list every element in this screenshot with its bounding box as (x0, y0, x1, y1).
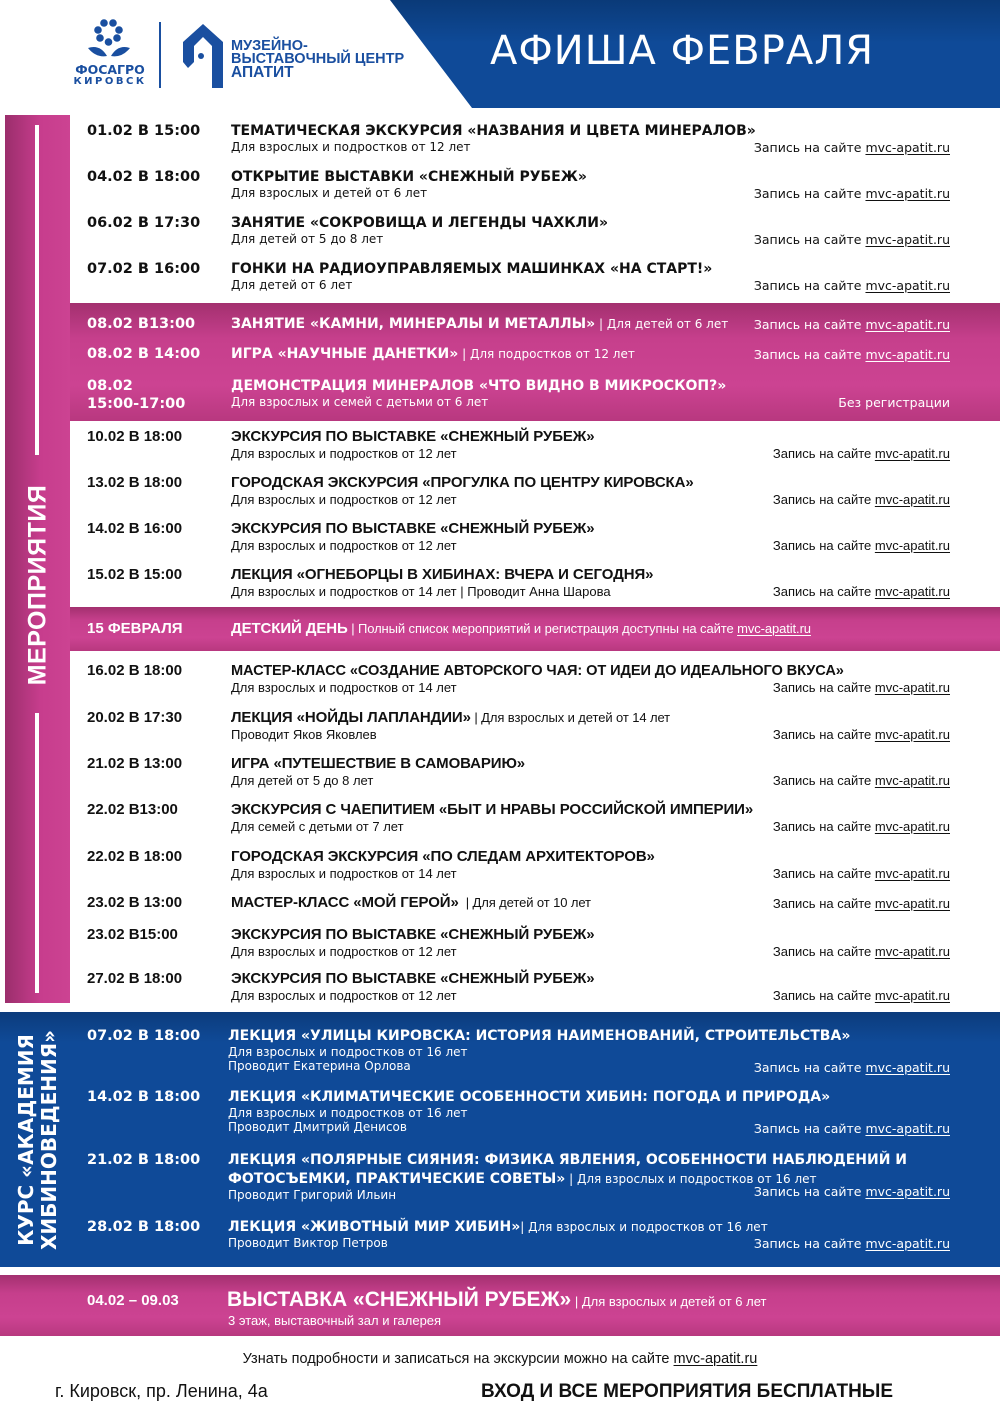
event-title-text: МАСТЕР-КЛАСС «МОЙ ГЕРОЙ» (231, 894, 459, 911)
event-date-day: 08.02 (87, 378, 133, 394)
event-audience: Для взрослых и семей с детьми от 6 лет (231, 395, 489, 409)
event-audience: Для взрослых и подростков от 12 лет (231, 492, 457, 507)
site-link[interactable]: mvc-apatit.ru (865, 1060, 950, 1075)
site-link[interactable]: mvc-apatit.ru (865, 347, 950, 362)
course-section (0, 1012, 1000, 1267)
mvc-logo-line3: АПАТИТ (231, 64, 294, 81)
event-registration (773, 538, 950, 553)
event-registration (773, 446, 950, 461)
site-link[interactable]: mvc-apatit.ru (874, 944, 950, 959)
site-link[interactable]: mvc-apatit.ru (865, 1236, 950, 1251)
event-date: 16.02 В 18:00 (87, 662, 183, 679)
site-link[interactable]: mvc-apatit.ru (874, 584, 950, 599)
event-title: ЭКСКУРСИЯ ПО ВЫСТАВКЕ «СНЕЖНЫЙ РУБЕЖ» (231, 428, 595, 445)
registration-label: Запись на сайте (753, 1060, 866, 1075)
event-audience: Для детей от 5 до 8 лет (231, 773, 374, 788)
event-title: ТЕМАТИЧЕСКАЯ ЭКСКУРСИЯ «НАЗВАНИЯ И ЦВЕТА МИНЕРАЛОВ» (231, 123, 756, 139)
event-registration (773, 896, 950, 911)
event-title (231, 345, 635, 363)
course-section-label (15, 1030, 61, 1250)
kids-day-band (70, 607, 1000, 651)
event-title-text: ЛЕКЦИЯ «НОЙДЫ ЛАПЛАНДИИ» (231, 709, 471, 726)
registration-label: Запись на сайте (772, 727, 875, 742)
event-registration: Без регистрации (838, 395, 950, 410)
registration-label: Запись на сайте (753, 317, 866, 332)
event-title-text: ЛЕКЦИЯ «ЖИВОТНЫЙ МИР ХИБИН» (228, 1219, 521, 1235)
event-date: 04.02 В 18:00 (87, 169, 201, 185)
event-title: ЭКСКУРСИЯ ПО ВЫСТАВКЕ «СНЕЖНЫЙ РУБЕЖ» (231, 520, 595, 537)
registration-label: Запись на сайте (772, 819, 875, 834)
event-registration (773, 727, 950, 742)
event-audience: Для взрослых и подростков от 14 лет (231, 680, 457, 695)
event-registration (754, 278, 950, 293)
event-title: ЭКСКУРСИЯ ПО ВЫСТАВКЕ «СНЕЖНЫЙ РУБЕЖ» (231, 926, 595, 943)
site-link[interactable]: mvc-apatit.ru (865, 232, 950, 247)
event-date: 27.02 В 18:00 (87, 970, 183, 987)
event-audience: Для взрослых и подростков от 14 лет (231, 866, 457, 881)
event-title: ГОНКИ НА РАДИОУПРАВЛЯЕМЫХ МАШИНКАХ «НА СТАРТ!» (231, 261, 713, 277)
footer-info (0, 1351, 1000, 1367)
registration-label: Запись на сайте (772, 680, 875, 695)
house-icon (183, 24, 223, 92)
event-title (228, 1218, 768, 1236)
event-audience: Для детей от 6 лет (231, 278, 353, 292)
event-registration (754, 1060, 950, 1075)
event-audience: Для детей от 5 до 8 лет (231, 232, 384, 246)
flower-icon (60, 18, 160, 62)
registration-label: Запись на сайте (753, 1236, 866, 1251)
event-date: 08.02 В13:00 (87, 316, 196, 332)
event-audience: Для взрослых и детей от 6 лет (231, 186, 428, 200)
event-title (231, 709, 670, 727)
event-title: ЛЕКЦИЯ «КЛИМАТИЧЕСКИЕ ОСОБЕННОСТИ ХИБИН: ПОГОДА И ПРИРОДА» (228, 1089, 831, 1105)
event-title: ИГРА «ПУТЕШЕСТВИЕ В САМОВАРИЮ» (231, 755, 526, 772)
site-link[interactable]: mvc-apatit.ru (874, 446, 950, 461)
event-date: 21.02 В 18:00 (87, 1152, 201, 1168)
event-lecturer: Проводит Григорий Ильин (228, 1188, 397, 1202)
event-audience: Для взрослых и подростков от 12 лет (231, 988, 457, 1003)
registration-label: Запись на сайте (772, 944, 875, 959)
exhibition-date: 04.02 – 09.03 (87, 1292, 179, 1309)
event-audience: Для взрослых и подростков от 12 лет (231, 140, 471, 154)
event-date: 10.02 В 18:00 (87, 428, 183, 445)
site-link[interactable]: mvc-apatit.ru (865, 278, 950, 293)
site-link[interactable]: mvc-apatit.ru (865, 1121, 950, 1136)
event-title-text: ЗАНЯТИЕ «КАМНИ, МИНЕРАЛЫ И МЕТАЛЛЫ» (231, 316, 596, 332)
site-link[interactable]: mvc-apatit.ru (673, 1351, 758, 1367)
event-date: 22.02 В 18:00 (87, 848, 183, 865)
registration-label: Запись на сайте (772, 584, 875, 599)
event-title: ЗАНЯТИЕ «СОКРОВИЩА И ЛЕГЕНДЫ ЧАХКЛИ» (231, 215, 609, 231)
event-date-time: 15:00-17:00 (87, 396, 186, 412)
sidebar-line-bottom (35, 713, 39, 993)
event-title: ДЕМОНСТРАЦИЯ МИНЕРАЛОВ «ЧТО ВИДНО В МИКРОСКОП?» (231, 378, 727, 394)
event-registration (754, 317, 950, 332)
event-title: ЭКСКУРСИЯ С ЧАЕПИТИЕМ «БЫТ И НРАВЫ РОССИЙСКОЙ ИМПЕРИИ» (231, 801, 754, 818)
site-link[interactable]: mvc-apatit.ru (737, 621, 811, 636)
logo-divider (159, 22, 161, 88)
event-audience: | Для взрослых и детей от 14 лет (470, 710, 671, 725)
event-date: 23.02 В15:00 (87, 926, 178, 943)
mvc-logo-line1: МУЗЕЙНО- (231, 38, 308, 54)
site-link[interactable]: mvc-apatit.ru (874, 988, 950, 1003)
kids-day-description: | Полный список мероприятий и регистрация доступны на сайте (347, 621, 738, 636)
site-link[interactable]: mvc-apatit.ru (874, 866, 950, 881)
site-link[interactable]: mvc-apatit.ru (874, 896, 950, 911)
event-audience: | Для детей от 10 лет (458, 895, 591, 910)
event-date: 14.02 В 16:00 (87, 520, 183, 537)
event-audience: | Для детей от 6 лет (595, 317, 729, 331)
registration-label: Запись на сайте (772, 866, 875, 881)
site-link[interactable]: mvc-apatit.ru (865, 317, 950, 332)
event-date: 21.02 В 13:00 (87, 755, 183, 772)
registration-label: Запись на сайте (753, 1184, 866, 1199)
site-link[interactable]: mvc-apatit.ru (874, 773, 950, 788)
registration-label: Запись на сайте (772, 492, 875, 507)
event-registration (773, 944, 950, 959)
site-link[interactable]: mvc-apatit.ru (865, 186, 950, 201)
event-title: ЛЕКЦИЯ «ОГНЕБОРЦЫ В ХИБИНАХ: ВЧЕРА И СЕГОДНЯ» (231, 566, 654, 583)
event-registration (773, 866, 950, 881)
event-lecturer: Проводит Виктор Петров (228, 1236, 388, 1250)
event-registration (773, 492, 950, 507)
site-link[interactable]: mvc-apatit.ru (874, 727, 950, 742)
event-lecturer: Проводит Екатерина Орлова (228, 1059, 411, 1073)
event-audience: Для взрослых и подростков от 16 лет (228, 1045, 468, 1059)
exhibition-band (0, 1275, 1000, 1336)
event-registration (773, 988, 950, 1003)
event-title (231, 620, 811, 638)
event-registration (754, 140, 950, 155)
site-link[interactable]: mvc-apatit.ru (874, 819, 950, 834)
event-audience: Для взрослых и подростков от 14 лет | Проводит Анна Шарова (231, 584, 611, 599)
registration-label: Запись на сайте (772, 446, 875, 461)
footer-info-text: Узнать подробности и записаться на экскурсии можно на сайте (242, 1351, 674, 1367)
event-date: 07.02 В 16:00 (87, 261, 201, 277)
event-registration (754, 1121, 950, 1136)
course-label-line2: ХИБИНОВЕДЕНИЯ» (37, 1029, 61, 1251)
registration-label: Запись на сайте (772, 538, 875, 553)
event-title-continued (228, 1170, 817, 1188)
registration-label: Запись на сайте (772, 773, 875, 788)
event-title: ГОРОДСКАЯ ЭКСКУРСИЯ «ПО СЛЕДАМ АРХИТЕКТОРОВ» (231, 848, 655, 865)
event-registration (754, 1236, 950, 1251)
event-audience: Для взрослых и подростков от 12 лет (231, 538, 457, 553)
event-audience: | Для взрослых и подростков от 16 лет (565, 1172, 817, 1186)
event-date: 28.02 В 18:00 (87, 1219, 201, 1235)
event-audience: Для семей с детьми от 7 лет (231, 819, 404, 834)
event-date: 15 ФЕВРАЛЯ (87, 620, 183, 637)
event-date: 23.02 В 13:00 (87, 894, 183, 911)
event-lecturer: Проводит Дмитрий Денисов (228, 1120, 407, 1134)
event-audience: | Для подростков от 12 лет (458, 347, 635, 361)
mvc-logo-text (231, 40, 404, 79)
event-date (87, 377, 185, 413)
event-audience: Для взрослых и подростков от 12 лет (231, 944, 457, 959)
course-label-line1: КУРС «АКАДЕМИЯ (14, 1034, 38, 1246)
exhibition-title-text: ВЫСТАВКА «СНЕЖНЫЙ РУБЕЖ» (227, 1288, 572, 1311)
event-title-text: ИГРА «НАУЧНЫЕ ДАНЕТКИ» (231, 346, 459, 362)
event-title: МАСТЕР-КЛАСС «СОЗДАНИЕ АВТОРСКОГО ЧАЯ: ОТ ИДЕИ ДО ИДЕАЛЬНОГО ВКУСА» (231, 663, 844, 679)
event-title (231, 894, 591, 912)
event-audience: Для взрослых и подростков от 16 лет (228, 1106, 468, 1120)
event-title: ЛЕКЦИЯ «ПОЛЯРНЫЕ СИЯНИЯ: ФИЗИКА ЯВЛЕНИЯ, ОСОБЕННОСТИ НАБЛЮДЕНИЙ И (228, 1152, 908, 1168)
event-registration (773, 773, 950, 788)
registration-label: Запись на сайте (772, 988, 875, 1003)
site-link[interactable]: mvc-apatit.ru (874, 538, 950, 553)
phosagro-logo (60, 18, 160, 90)
phosagro-logo-name: ФОСАГРО (75, 62, 145, 77)
event-registration (754, 1184, 950, 1199)
sidebar-line-top (35, 125, 39, 455)
event-title: ЛЕКЦИЯ «УЛИЦЫ КИРОВСКА: ИСТОРИЯ НАИМЕНОВАНИЙ, СТРОИТЕЛЬСТВА» (228, 1028, 851, 1044)
events-sidebar (5, 115, 70, 1003)
highlight-band (70, 303, 1000, 421)
event-registration (773, 584, 950, 599)
event-date: 06.02 В 17:30 (87, 215, 201, 231)
phosagro-logo-city: КИРОВСК (73, 76, 147, 87)
event-title-text: ФОТОСЪЕМКИ, ПРАКТИЧЕСКИЕ СОВЕТЫ» (228, 1171, 566, 1187)
event-date: 07.02 В 18:00 (87, 1028, 201, 1044)
site-link[interactable]: mvc-apatit.ru (865, 1184, 950, 1199)
event-date: 01.02 В 15:00 (87, 123, 201, 139)
exhibition-title (227, 1288, 766, 1312)
registration-label: Запись на сайте (753, 186, 866, 201)
event-date: 13.02 В 18:00 (87, 474, 183, 491)
event-audience: | Для взрослых и подростков от 16 лет (520, 1220, 768, 1234)
event-title: ЭКСКУРСИЯ ПО ВЫСТАВКЕ «СНЕЖНЫЙ РУБЕЖ» (231, 970, 595, 987)
registration-label: Запись на сайте (753, 347, 866, 362)
page-title: АФИША ФЕВРАЛЯ (490, 28, 875, 74)
site-link[interactable]: mvc-apatit.ru (874, 680, 950, 695)
exhibition-audience: | Для взрослых и детей от 6 лет (571, 1294, 767, 1309)
event-date: 22.02 В13:00 (87, 801, 178, 818)
event-title (231, 315, 728, 333)
event-registration (773, 819, 950, 834)
event-registration (754, 186, 950, 201)
mvc-logo-line2: ВЫСТАВОЧНЫЙ ЦЕНТР (231, 51, 405, 67)
events-section-label: МЕРОПРИЯТИЯ (23, 484, 52, 686)
site-link[interactable]: mvc-apatit.ru (865, 140, 950, 155)
event-lecturer: Проводит Яков Яковлев (231, 727, 377, 742)
registration-label: Запись на сайте (753, 278, 866, 293)
footer-free-entry: ВХОД И ВСЕ МЕРОПРИЯТИЯ БЕСПЛАТНЫЕ (481, 1381, 894, 1402)
event-date: 20.02 В 17:30 (87, 709, 183, 726)
exhibition-location: 3 этаж, выставочный зал и галерея (228, 1313, 442, 1328)
event-date: 14.02 В 18:00 (87, 1089, 201, 1105)
event-date: 15.02 В 15:00 (87, 566, 183, 583)
registration-label: Запись на сайте (753, 232, 866, 247)
registration-label: Запись на сайте (753, 1121, 866, 1136)
event-title: ГОРОДСКАЯ ЭКСКУРСИЯ «ПРОГУЛКА ПО ЦЕНТРУ КИРОВСКА» (231, 474, 694, 491)
event-date: 08.02 В 14:00 (87, 346, 201, 362)
registration-label: Запись на сайте (772, 896, 875, 911)
registration-label: Запись на сайте (753, 140, 866, 155)
event-registration (773, 680, 950, 695)
event-registration (754, 347, 950, 362)
event-audience: Для взрослых и подростков от 12 лет (231, 446, 457, 461)
event-title-text: ДЕТСКИЙ ДЕНЬ (231, 620, 348, 637)
event-registration (754, 232, 950, 247)
footer-address: г. Кировск, пр. Ленина, 4а (55, 1381, 268, 1401)
site-link[interactable]: mvc-apatit.ru (874, 492, 950, 507)
event-title: ОТКРЫТИЕ ВЫСТАВКИ «СНЕЖНЫЙ РУБЕЖ» (231, 169, 587, 185)
